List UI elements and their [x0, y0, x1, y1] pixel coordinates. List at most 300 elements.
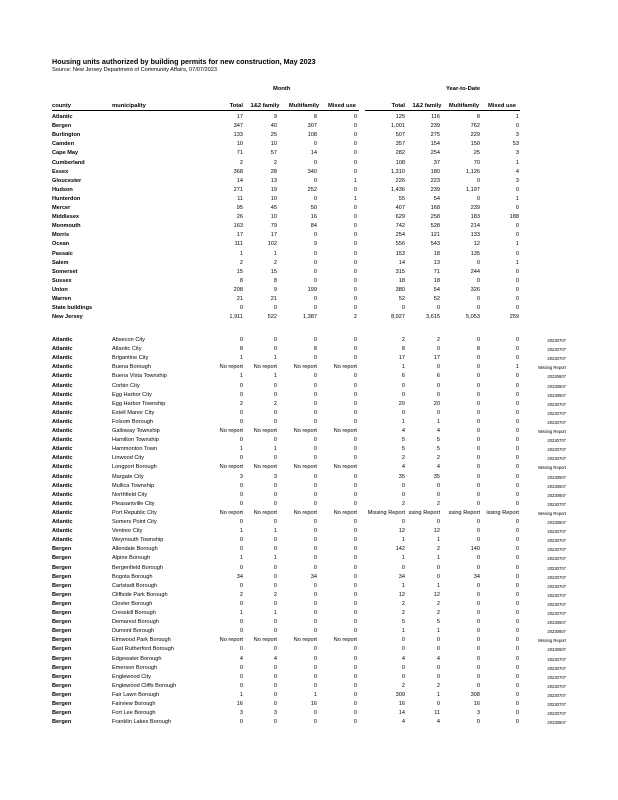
- municipality-cell: Hammonton Town: [112, 446, 157, 453]
- municipality-cell: Allendale Borough: [112, 546, 158, 553]
- value-cell-mixed-use: 0: [353, 141, 357, 148]
- muni-row: [0, 363, 618, 372]
- value-cell-mixed-use: 0: [353, 337, 357, 343]
- value-cell-mixed-use: No report: [333, 637, 357, 644]
- value-cell-mixed-use: 0: [353, 132, 357, 139]
- value-cell-ytd-1-2-family: 5: [436, 619, 440, 626]
- value-cell-ytd-1-2-family: 258: [430, 214, 440, 221]
- value-cell-ytd-1-2-family: 6: [436, 373, 440, 380]
- value-cell-ytd-mixed-use: 3: [515, 177, 519, 184]
- county-cell: Bergen: [52, 710, 72, 717]
- value-cell-multifamily: 0: [313, 382, 317, 389]
- value-cell-multifamily: 8: [313, 114, 317, 120]
- muni-row: [0, 582, 618, 591]
- value-cell-1-2-family: 0: [273, 600, 277, 607]
- value-cell-ytd-total: 6: [401, 373, 405, 380]
- county-cell: Sussex: [52, 277, 72, 284]
- value-cell-multifamily: 34: [310, 573, 317, 580]
- value-cell-multifamily: 0: [313, 719, 317, 726]
- value-cell-ytd-total: Missing Report: [367, 509, 405, 516]
- value-cell-multifamily: 0: [313, 628, 317, 635]
- column-header-county: county: [52, 103, 72, 109]
- county-cell: Union: [52, 286, 68, 293]
- value-cell-ytd-mixed-use: 0: [515, 600, 519, 607]
- county-cell: Bergen: [52, 691, 72, 698]
- municipality-cell: Buena Borough: [112, 364, 151, 371]
- value-cell-ytd-multifamily: 183: [470, 214, 480, 221]
- value-cell-ytd-mixed-use: 1: [515, 241, 519, 248]
- value-cell-ytd-total: 12: [398, 528, 405, 535]
- value-cell-multifamily: 0: [313, 610, 317, 616]
- value-cell-ytd-1-2-family: 2: [436, 546, 440, 553]
- value-cell-ytd-1-2-family: 12: [433, 591, 440, 598]
- report-status-cell: Missing Report: [538, 510, 566, 516]
- value-cell-mixed-use: 0: [353, 259, 357, 266]
- muni-row: [0, 400, 618, 409]
- value-cell-ytd-multifamily: 0: [476, 473, 480, 480]
- county-cell: Bergen: [52, 555, 72, 562]
- municipality-cell: Cresskill Borough: [112, 610, 156, 616]
- value-cell-ytd-total: 12: [398, 591, 405, 598]
- value-cell-ytd-multifamily: 1,126: [466, 168, 480, 175]
- value-cell-ytd-mixed-use: 0: [515, 482, 519, 489]
- value-cell-multifamily: 0: [313, 555, 317, 562]
- value-cell-ytd-mixed-use: 0: [515, 373, 519, 380]
- county-cell: Bergen: [52, 591, 72, 598]
- municipality-cell: Pleasantville City: [112, 500, 155, 507]
- value-cell-ytd-multifamily: 0: [476, 682, 480, 689]
- report-status-cell: 20230607: [547, 374, 566, 380]
- municipality-cell: Egg Harbor City: [112, 391, 152, 398]
- county-row: [0, 131, 618, 140]
- value-cell-ytd-mixed-use: 0: [515, 546, 519, 553]
- value-cell-ytd-total: 254: [395, 232, 405, 239]
- value-cell-ytd-1-2-family: 2: [436, 455, 440, 462]
- county-row: [0, 268, 618, 277]
- county-row: [0, 259, 618, 268]
- value-cell-ytd-multifamily: 0: [476, 673, 480, 680]
- value-cell-1-2-family: 2: [273, 591, 277, 598]
- muni-row: [0, 527, 618, 536]
- county-row: [0, 186, 618, 195]
- value-cell-1-2-family: 1: [273, 528, 277, 535]
- value-cell-mixed-use: 0: [353, 701, 357, 707]
- value-cell-1-2-family: 0: [273, 418, 277, 425]
- value-cell-total: 21: [236, 296, 243, 302]
- value-cell-ytd-1-2-family: 2: [436, 610, 440, 616]
- value-cell-ytd-multifamily: 0: [476, 305, 480, 312]
- value-cell-total: 17: [236, 232, 243, 239]
- value-cell-ytd-mixed-use: 1: [515, 259, 519, 266]
- value-cell-1-2-family: 79: [270, 223, 277, 230]
- value-cell-multifamily: 84: [310, 223, 317, 230]
- muni-row: [0, 545, 618, 554]
- value-cell-ytd-1-2-family: 543: [430, 241, 440, 248]
- value-cell-total: 95: [236, 205, 243, 211]
- county-cell: Atlantic: [52, 400, 73, 407]
- municipality-cell: Bogota Borough: [112, 573, 153, 580]
- value-cell-1-2-family: 57: [270, 150, 277, 157]
- report-status-cell: 20230707: [547, 702, 566, 707]
- value-cell-multifamily: 0: [313, 195, 317, 202]
- report-status-cell: 20230707: [547, 438, 566, 444]
- report-status-cell: 20230707: [547, 547, 566, 553]
- value-cell-1-2-family: 2: [273, 259, 277, 266]
- value-cell-multifamily: 0: [313, 177, 317, 184]
- county-cell: Bergen: [52, 673, 72, 680]
- value-cell-ytd-mixed-use: 0: [515, 186, 519, 193]
- value-cell-ytd-multifamily: 12: [473, 241, 480, 248]
- value-cell-ytd-1-2-family: 180: [430, 168, 440, 175]
- value-cell-multifamily: 0: [313, 391, 317, 398]
- county-row: [0, 204, 618, 213]
- column-header-mixed-use: Mixed use: [327, 103, 357, 109]
- county-cell: Bergen: [52, 610, 72, 616]
- value-cell-total: 0: [239, 337, 243, 343]
- muni-row: [0, 709, 618, 718]
- value-cell-total: 1: [239, 528, 243, 535]
- value-cell-total: 11: [237, 195, 243, 202]
- muni-row: [0, 718, 618, 727]
- muni-row: [0, 554, 618, 563]
- value-cell-multifamily: 108: [307, 132, 317, 139]
- value-cell-ytd-1-2-family: 0: [436, 391, 440, 398]
- value-cell-ytd-multifamily: 0: [476, 364, 480, 371]
- value-cell-ytd-mixed-use: 0: [515, 655, 519, 662]
- muni-row: [0, 418, 618, 427]
- value-cell-ytd-mixed-use: 0: [515, 277, 519, 284]
- value-cell-total: 1,911: [229, 314, 243, 321]
- report-status-cell: Missing Report: [538, 429, 566, 434]
- value-cell-ytd-mixed-use: 0: [515, 391, 519, 398]
- report-status-cell: 20230607: [547, 492, 566, 498]
- muni-row: [0, 573, 618, 582]
- county-cell: Atlantic: [52, 114, 73, 120]
- municipality-cell: Fair Lawn Borough: [112, 691, 160, 698]
- county-cell: Atlantic: [52, 373, 73, 380]
- county-cell: Salem: [52, 259, 69, 266]
- county-cell: State buildings: [52, 305, 93, 312]
- municipality-cell: Egg Harbor Township: [112, 400, 166, 407]
- value-cell-ytd-mixed-use: 0: [515, 664, 519, 671]
- value-cell-mixed-use: 0: [353, 355, 357, 362]
- value-cell-multifamily: 0: [313, 682, 317, 689]
- county-cell: Atlantic: [52, 409, 73, 416]
- value-cell-ytd-1-2-family: 5: [436, 446, 440, 453]
- value-cell-ytd-total: 5: [401, 446, 405, 453]
- value-cell-ytd-total: 1,310: [391, 168, 405, 175]
- value-cell-1-2-family: 0: [273, 646, 277, 653]
- municipality-cell: Dumont Borough: [112, 628, 155, 635]
- municipality-cell: East Rutherford Borough: [112, 646, 174, 653]
- value-cell-ytd-mixed-use: 0: [515, 400, 519, 407]
- value-cell-ytd-multifamily: 1,197: [466, 186, 480, 193]
- report-status-cell: 20230707: [547, 538, 566, 544]
- value-cell-mixed-use: 0: [353, 123, 357, 130]
- value-cell-1-2-family: 522: [267, 314, 277, 321]
- value-cell-total: 1: [239, 250, 243, 257]
- value-cell-mixed-use: 0: [353, 610, 357, 616]
- value-cell-ytd-multifamily: 0: [476, 555, 480, 562]
- value-cell-1-2-family: 0: [273, 673, 277, 680]
- report-status-cell: 20230707: [547, 592, 566, 598]
- value-cell-total: No report: [219, 364, 243, 371]
- value-cell-total: 0: [239, 437, 243, 444]
- muni-row: [0, 372, 618, 381]
- county-cell: Atlantic: [52, 355, 73, 362]
- value-cell-ytd-multifamily: 133: [470, 232, 480, 239]
- value-cell-multifamily: 0: [313, 250, 317, 257]
- value-cell-total: 208: [233, 286, 243, 293]
- muni-row: [0, 463, 618, 472]
- report-status-cell: 20230607: [547, 520, 566, 525]
- value-cell-ytd-1-2-family: 0: [436, 664, 440, 671]
- value-cell-ytd-total: 20: [398, 400, 405, 407]
- value-cell-multifamily: 0: [313, 337, 317, 343]
- muni-row: [0, 655, 618, 664]
- value-cell-ytd-1-2-family: 0: [436, 637, 440, 644]
- muni-row: [0, 391, 618, 400]
- value-cell-multifamily: 0: [313, 582, 317, 589]
- county-row: [0, 177, 618, 186]
- value-cell-ytd-multifamily: 0: [476, 482, 480, 489]
- value-cell-ytd-total: 309: [395, 691, 405, 698]
- value-cell-total: 368: [233, 168, 243, 175]
- value-cell-ytd-mixed-use: 0: [515, 701, 519, 707]
- value-cell-total: 0: [239, 519, 243, 525]
- value-cell-1-2-family: 4: [273, 655, 277, 662]
- value-cell-total: 163: [233, 223, 243, 230]
- value-cell-multifamily: 0: [313, 491, 317, 498]
- value-cell-total: No report: [219, 428, 243, 434]
- value-cell-total: 271: [233, 186, 243, 193]
- value-cell-multifamily: 0: [313, 528, 317, 535]
- report-source: Source: New Jersey Department of Community Affairs, 07/07/2023: [52, 67, 217, 73]
- value-cell-ytd-1-2-family: 3,615: [426, 314, 440, 321]
- value-cell-ytd-mixed-use: 0: [515, 205, 519, 211]
- municipality-cell: Northfield City: [112, 491, 148, 498]
- value-cell-mixed-use: 0: [353, 600, 357, 607]
- muni-row: [0, 673, 618, 682]
- value-cell-mixed-use: 2: [353, 314, 357, 321]
- value-cell-mixed-use: 0: [353, 664, 357, 671]
- county-cell: Bergen: [52, 682, 72, 689]
- value-cell-ytd-1-2-family: 0: [436, 482, 440, 489]
- value-cell-ytd-multifamily: 0: [476, 296, 480, 302]
- value-cell-ytd-mixed-use: 0: [515, 437, 519, 444]
- value-cell-ytd-1-2-family: 0: [436, 305, 440, 312]
- report-status-cell: 20230707: [547, 574, 566, 580]
- value-cell-mixed-use: 0: [353, 528, 357, 535]
- value-cell-ytd-mixed-use: 3: [515, 132, 519, 139]
- muni-row: [0, 382, 618, 391]
- group-header-ytd: Year-to-Date: [446, 86, 481, 92]
- value-cell-mixed-use: 0: [353, 491, 357, 498]
- report-status-cell: 20230707: [547, 338, 566, 343]
- value-cell-multifamily: 0: [313, 418, 317, 425]
- value-cell-ytd-1-2-family: 54: [433, 195, 440, 202]
- value-cell-ytd-1-2-family: 0: [436, 346, 440, 353]
- value-cell-total: No report: [219, 509, 243, 516]
- value-cell-1-2-family: 0: [273, 500, 277, 507]
- value-cell-ytd-total: 2: [401, 455, 405, 462]
- header-rule-ytd: [365, 110, 520, 111]
- value-cell-multifamily: No report: [293, 364, 317, 371]
- value-cell-ytd-mixed-use: 1: [515, 159, 519, 166]
- value-cell-1-2-family: 0: [273, 682, 277, 689]
- value-cell-ytd-total: 8: [401, 346, 405, 353]
- county-cell: Atlantic: [52, 446, 73, 453]
- municipality-cell: Demarest Borough: [112, 619, 159, 626]
- value-cell-ytd-multifamily: 229: [470, 132, 480, 139]
- value-cell-ytd-multifamily: 0: [476, 664, 480, 671]
- municipality-cell: Buena Vista Township: [112, 373, 167, 380]
- value-cell-ytd-multifamily: 0: [476, 582, 480, 589]
- value-cell-ytd-total: 1: [401, 628, 405, 635]
- value-cell-total: 0: [239, 546, 243, 553]
- value-cell-1-2-family: 1: [273, 610, 277, 616]
- municipality-cell: Hamilton Township: [112, 437, 159, 444]
- value-cell-ytd-mixed-use: 0: [515, 555, 519, 562]
- value-cell-multifamily: 0: [313, 619, 317, 626]
- value-cell-mixed-use: 0: [353, 373, 357, 380]
- report-status-cell: 20230707: [547, 674, 566, 680]
- value-cell-1-2-family: 0: [273, 537, 277, 544]
- value-cell-mixed-use: 0: [353, 655, 357, 662]
- value-cell-mixed-use: 0: [353, 719, 357, 726]
- value-cell-mixed-use: 0: [353, 710, 357, 717]
- value-cell-multifamily: 16: [310, 701, 317, 707]
- value-cell-total: 0: [239, 491, 243, 498]
- value-cell-1-2-family: 1: [273, 250, 277, 257]
- value-cell-ytd-total: 507: [395, 132, 405, 139]
- value-cell-ytd-mixed-use: 0: [515, 123, 519, 130]
- value-cell-ytd-multifamily: 135: [470, 250, 480, 257]
- county-cell: New Jersey: [52, 314, 83, 321]
- report-status-cell: 20230707: [547, 556, 566, 562]
- value-cell-1-2-family: 0: [273, 519, 277, 525]
- value-cell-1-2-family: 1: [273, 446, 277, 453]
- value-cell-total: 1: [239, 446, 243, 453]
- muni-row: [0, 700, 618, 709]
- value-cell-1-2-family: 0: [273, 337, 277, 343]
- value-cell-ytd-total: 0: [401, 646, 405, 653]
- county-cell: Atlantic: [52, 491, 73, 498]
- county-row: [0, 195, 618, 204]
- value-cell-ytd-multifamily: 0: [476, 591, 480, 598]
- value-cell-ytd-multifamily: 0: [476, 628, 480, 635]
- county-cell: Bergen: [52, 600, 72, 607]
- value-cell-mixed-use: 0: [353, 277, 357, 284]
- value-cell-total: 0: [239, 382, 243, 389]
- report-status-cell: 20230707: [547, 456, 566, 462]
- report-status-cell: 20230607: [547, 483, 566, 489]
- value-cell-mixed-use: No report: [333, 364, 357, 371]
- value-cell-ytd-total: 1,436: [391, 186, 405, 193]
- value-cell-ytd-total: 0: [401, 409, 405, 416]
- value-cell-ytd-mixed-use: 4: [515, 168, 519, 175]
- value-cell-ytd-multifamily: 150: [470, 141, 480, 148]
- county-cell: Bergen: [52, 123, 72, 130]
- value-cell-multifamily: 340: [307, 168, 317, 175]
- value-cell-total: 14: [236, 177, 243, 184]
- value-cell-1-2-family: 0: [273, 482, 277, 489]
- value-cell-ytd-mixed-use: 0: [515, 573, 519, 580]
- value-cell-ytd-total: 556: [395, 241, 405, 248]
- value-cell-ytd-1-2-family: 1: [436, 628, 440, 635]
- municipality-cell: Fairview Borough: [112, 701, 156, 707]
- value-cell-ytd-total: 142: [395, 546, 405, 553]
- report-status-cell: 20230707: [547, 692, 566, 698]
- value-cell-ytd-total: 2: [401, 600, 405, 607]
- value-cell-ytd-mixed-use: 0: [515, 719, 519, 726]
- value-cell-ytd-multifamily: 0: [476, 564, 480, 571]
- value-cell-ytd-mixed-use: 0: [515, 682, 519, 689]
- value-cell-multifamily: 0: [313, 500, 317, 507]
- value-cell-total: 111: [234, 241, 243, 248]
- value-cell-ytd-total: 2: [401, 337, 405, 343]
- report-status-cell: 20230707: [547, 401, 566, 407]
- value-cell-ytd-multifamily: 0: [476, 373, 480, 380]
- value-cell-multifamily: 0: [313, 455, 317, 462]
- county-cell: Essex: [52, 168, 69, 175]
- county-row: [0, 286, 618, 295]
- value-cell-multifamily: 0: [313, 277, 317, 284]
- value-cell-total: 1: [239, 555, 243, 562]
- municipality-cell: Carlstadt Borough: [112, 582, 158, 589]
- value-cell-mixed-use: 0: [353, 268, 357, 275]
- value-cell-multifamily: 0: [313, 437, 317, 444]
- value-cell-ytd-1-2-family: 275: [430, 132, 440, 139]
- value-cell-ytd-total: 2: [401, 682, 405, 689]
- county-cell: Monmouth: [52, 223, 81, 230]
- muni-row: [0, 618, 618, 627]
- value-cell-ytd-total: 35: [398, 473, 405, 480]
- value-cell-ytd-mixed-use: 0: [515, 528, 519, 535]
- municipality-cell: Absecon City: [112, 337, 145, 343]
- column-header-1-2-family: 1&2 family: [250, 103, 280, 109]
- value-cell-ytd-mixed-use: 0: [515, 455, 519, 462]
- value-cell-total: 2: [239, 259, 243, 266]
- county-cell: Bergen: [52, 564, 72, 571]
- value-cell-total: 0: [239, 455, 243, 462]
- value-cell-1-2-family: 0: [273, 564, 277, 571]
- value-cell-ytd-1-2-family: 116: [431, 114, 440, 120]
- report-status-cell: 20230707: [547, 410, 566, 416]
- muni-row: [0, 627, 618, 636]
- county-cell: Atlantic: [52, 437, 73, 444]
- value-cell-ytd-1-2-family: 0: [436, 409, 440, 416]
- county-cell: Atlantic: [52, 464, 73, 471]
- value-cell-multifamily: 0: [313, 232, 317, 239]
- county-cell: Atlantic: [52, 391, 73, 398]
- value-cell-1-2-family: 40: [270, 123, 277, 130]
- value-cell-multifamily: 0: [313, 400, 317, 407]
- value-cell-1-2-family: 15: [270, 268, 277, 275]
- value-cell-ytd-1-2-family: 5: [436, 437, 440, 444]
- value-cell-multifamily: 0: [313, 259, 317, 266]
- value-cell-1-2-family: 0: [273, 573, 277, 580]
- value-cell-ytd-mixed-use: 0: [515, 232, 519, 239]
- value-cell-ytd-total: 0: [401, 664, 405, 671]
- report-status-cell: 20230707: [547, 583, 566, 589]
- value-cell-1-2-family: No report: [253, 428, 277, 434]
- report-status-cell: Missing Report: [538, 638, 566, 644]
- value-cell-total: 0: [239, 664, 243, 671]
- report-status-cell: 20230707: [547, 601, 566, 607]
- value-cell-1-2-family: 0: [273, 305, 277, 312]
- value-cell-multifamily: 0: [313, 409, 317, 416]
